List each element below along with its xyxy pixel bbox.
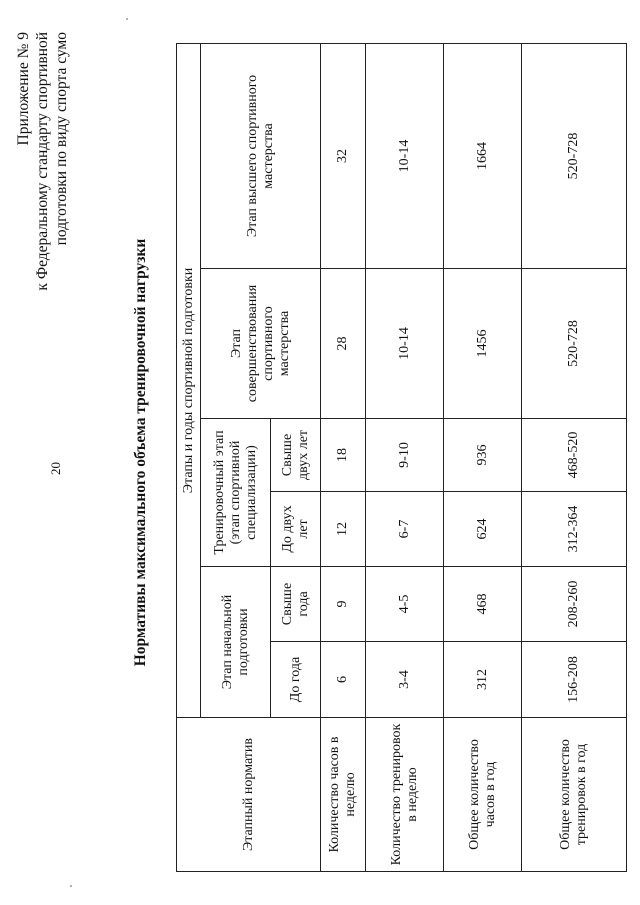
table-cell: 468 [444,567,522,642]
table-cell: 6 [321,642,366,718]
table-cell: 208-260 [522,567,627,642]
row-label: Количество часов в неделю [321,718,366,872]
table-cell: 468-520 [522,419,627,492]
header-stage-highest: Этап высшего спортивного мастерства [201,43,321,268]
table-cell: 312 [444,642,522,718]
table-row [522,43,627,871]
table-row [321,43,366,871]
table-cell: 1456 [444,269,522,419]
subheader-up-to-two-years: До двух лет [271,492,321,567]
table-cell: 520-728 [522,43,627,268]
appendix-note [14,32,71,291]
subheader-over-year: Свыше года [271,567,321,642]
appendix-line-1: Приложение № 9 [15,32,32,146]
table-row [444,43,522,871]
table-cell: 1664 [444,43,522,268]
header-stages-group: Этапы и годы спортивной подготовки [177,43,201,717]
norms-table [176,43,627,872]
scan-speck [126,18,128,20]
row-label: Общее количество тренировок в год [522,718,627,872]
table-cell: 624 [444,492,522,567]
header-stage-training: Тренировочный этап (этап спортивной специализации) [201,419,271,567]
table-cell: 32 [321,43,366,268]
table-cell: 3-4 [366,642,444,718]
table-row [366,43,444,871]
subheader-over-two-years: Свыше двух лет [271,419,321,492]
table-cell: 10-14 [366,43,444,268]
table-cell: 28 [321,269,366,419]
table-cell: 6-7 [366,492,444,567]
table-cell: 4-5 [366,567,444,642]
subheader-up-to-year: До года [271,642,321,718]
table-cell: 10-14 [366,269,444,419]
table-cell: 18 [321,419,366,492]
appendix-line-3: подготовки по виду спорта сумо [53,32,70,246]
appendix-line-2: к Федеральному стандарту спортивной [34,32,51,291]
table-cell: 156-208 [522,642,627,718]
scan-speck [70,885,72,887]
table-cell: 520-728 [522,269,627,419]
table-cell: 936 [444,419,522,492]
row-label: Общее количество часов в год [444,718,522,872]
table-cell: 312-364 [522,492,627,567]
row-label: Количество тренировок в неделю [366,718,444,872]
table-cell: 9 [321,567,366,642]
page-number: 20 [48,462,63,475]
table-cell: 9-10 [366,419,444,492]
table-cell: 12 [321,492,366,567]
header-stage-improvement: Этап совершенствования спортивного мастерства [201,269,321,419]
header-stage-initial: Этап начальной подготовки [201,567,271,718]
document-title: Нормативы максимального объема тренировочной нагрузки [132,238,149,667]
header-standard: Этапный норматив [177,718,321,872]
